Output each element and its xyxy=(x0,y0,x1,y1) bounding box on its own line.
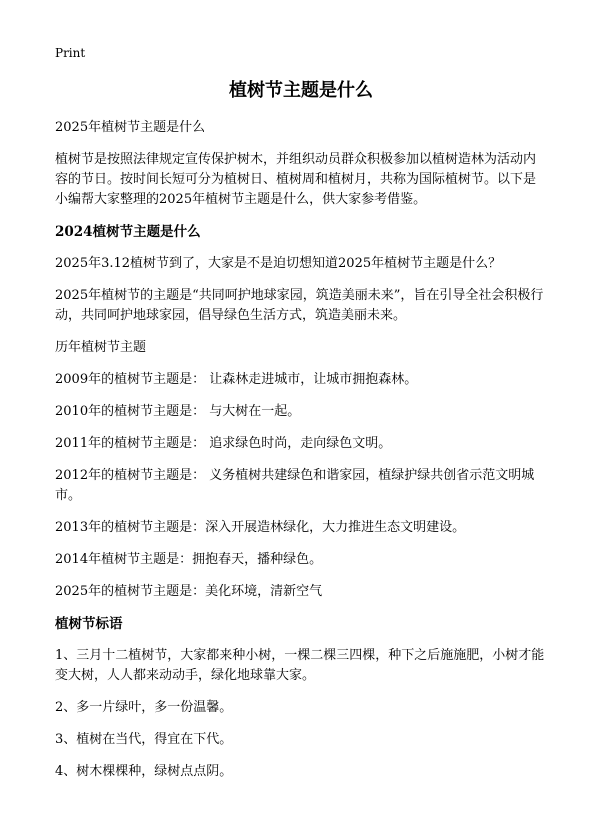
section-heading-theme: 2024植树节主题是什么 xyxy=(55,224,201,240)
slogan-item: 3、植树在当代，得宜在下代。 xyxy=(55,732,233,747)
page-title: 植树节主题是什么 xyxy=(229,80,373,101)
intro-paragraph: 植树节是按照法律规定宣传保护树木，并组织动员群众积极参加以植树造林为活动内容的节日。按时间长短可分为植树日、植树周和植树月，共称为国际植树节。以下是小编帮大家整理的2025年植树节主题是什么，供大家参考借鉴。 xyxy=(55,152,537,207)
section-heading-slogans: 植树节标语 xyxy=(55,616,123,632)
slogan-item: 4、树木棵棵种，绿树点点阴。 xyxy=(55,764,233,779)
theme-item-2009: 2009年的植树节主题是： 让森林走进城市，让城市拥抱森林。 xyxy=(55,372,418,387)
theme-item-2014: 2014年植树节主题是：拥抱春天，播种绿色。 xyxy=(55,552,323,567)
slogan-item: 1、三月十二植树节，大家都来种小树，一棵二棵三四棵，种下之后施施肥，小树才能变大树，人人都来动动手，绿化地球靠大家。 xyxy=(55,648,545,683)
theme-item-2025: 2025年的植树节主题是：美化环境，清新空气 xyxy=(55,584,323,599)
theme-item-2012: 2012年的植树节主题是： 义务植树共建绿色和谐家园，植绿护绿共创省示范文明城市。 xyxy=(55,468,535,503)
paragraph: 2025年植树节的主题是“共同呵护地球家园，筑造美丽未来”，旨在引导全社会积极行动，共同呵护地球家园，倡导绿色生活方式，筑造美丽未来。 xyxy=(55,288,544,323)
theme-item-2010: 2010年的植树节主题是： 与大树在一起。 xyxy=(55,404,301,419)
theme-item-2013: 2013年的植树节主题是：深入开展造林绿化，大力推进生态文明建设。 xyxy=(55,520,466,535)
article xyxy=(55,78,547,794)
paragraph: 2025年3.12植树节到了，大家是不是迫切想知道2025年植树节主题是什么？ xyxy=(55,256,502,271)
article-subtitle: 2025年植树节主题是什么 xyxy=(55,120,206,135)
theme-item-2011: 2011年的植树节主题是： 追求绿色时尚，走向绿色文明。 xyxy=(55,436,392,451)
print-link[interactable]: Print xyxy=(55,46,86,60)
slogan-item: 2、多一片绿叶，多一份温馨。 xyxy=(55,700,233,715)
history-label: 历年植树节主题 xyxy=(55,340,147,355)
